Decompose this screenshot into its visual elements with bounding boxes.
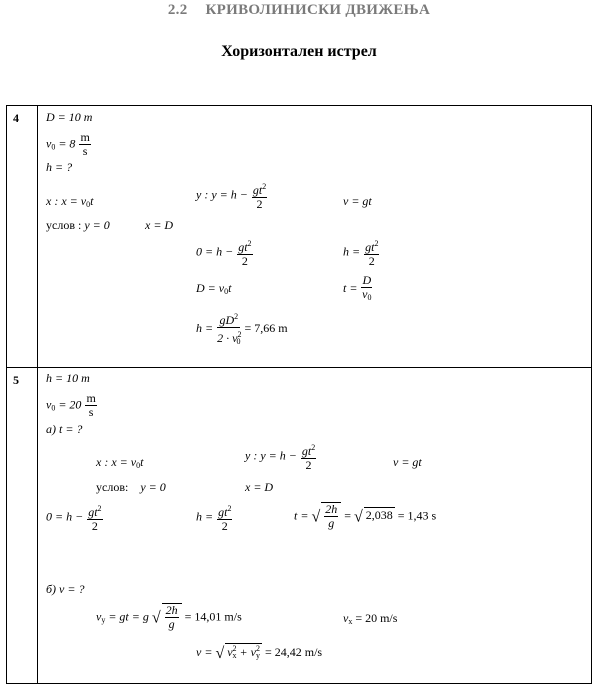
distance-equation: $D = v_0t$: [196, 281, 232, 296]
table-top-border: [6, 105, 592, 106]
find-height: h = ?: [46, 160, 73, 174]
x-equation: x : $x = v_0t$: [96, 455, 144, 470]
condition-line: услов : y = 0: [46, 218, 110, 232]
section-title: КРИВОЛИНИСКИ ДВИЖЕЊА: [205, 2, 431, 18]
h-equation: h = $\frac{gt^2}{2}$: [343, 239, 379, 268]
y-equation: y : y = h − $\frac{gt^2}{2}$: [245, 443, 316, 472]
x-equation: x : $x = v_0t$: [46, 194, 94, 209]
page-subtitle: Хоризонтален истрел: [221, 43, 377, 60]
height-result: h = $\frac{gD^2}{2 \cdot v^2_0}$ = 7,66 m: [196, 312, 288, 346]
section-number: 2.2: [167, 2, 188, 18]
time-result: t = √ $\frac{2h}{g}$ = √ 2,038 = 1,43 s: [294, 502, 437, 530]
h-equation: h = $\frac{gt^2}{2}$: [196, 504, 232, 533]
condition-x: x = D: [245, 480, 274, 494]
zero-equation: 0 = h − $\frac{gt^2}{2}$: [46, 504, 102, 533]
y-equation: y : y = h − $\frac{gt^2}{2}$: [196, 182, 267, 211]
time-equation: t = $\frac{D}{v_0}$: [343, 273, 372, 302]
given-distance: D = 10 m: [46, 110, 93, 124]
zero-equation: 0 = h − $\frac{gt^2}{2}$: [196, 239, 252, 268]
table-column-divider: [37, 105, 38, 683]
horizontal-velocity: $v_x = 20$ m/s: [343, 611, 398, 626]
part-b-label: б) v = ?: [46, 582, 85, 596]
given-initial-velocity: $v_0 = 20$ $\frac{m}{s}$: [46, 391, 96, 419]
given-height: h = 10 m: [46, 371, 90, 385]
problem-number: 5: [13, 373, 19, 387]
problem-number: 4: [13, 111, 19, 125]
condition-line: услов: y = 0: [96, 480, 166, 494]
vertical-velocity: $v_y$ = gt = g √ $\frac{2h}{g}$ = 14,01 m/s: [96, 603, 242, 631]
total-velocity: v = √ $v_x^2 + v_y^2 = 24,42$ m/s: [196, 644, 323, 662]
part-a-label: а) t = ?: [46, 422, 83, 436]
table-bottom-border: [6, 683, 592, 684]
velocity-equation: v = gt: [343, 194, 372, 208]
table-right-border: [591, 105, 592, 683]
table-left-border: [6, 105, 7, 683]
condition-x: x = D: [145, 218, 174, 232]
chapter-heading: [0, 2, 598, 19]
velocity-equation: v = gt: [393, 455, 422, 469]
table-row-divider: [6, 367, 592, 368]
given-initial-velocity: $v_0 = 8$ $\frac{m}{s}$: [46, 130, 90, 158]
